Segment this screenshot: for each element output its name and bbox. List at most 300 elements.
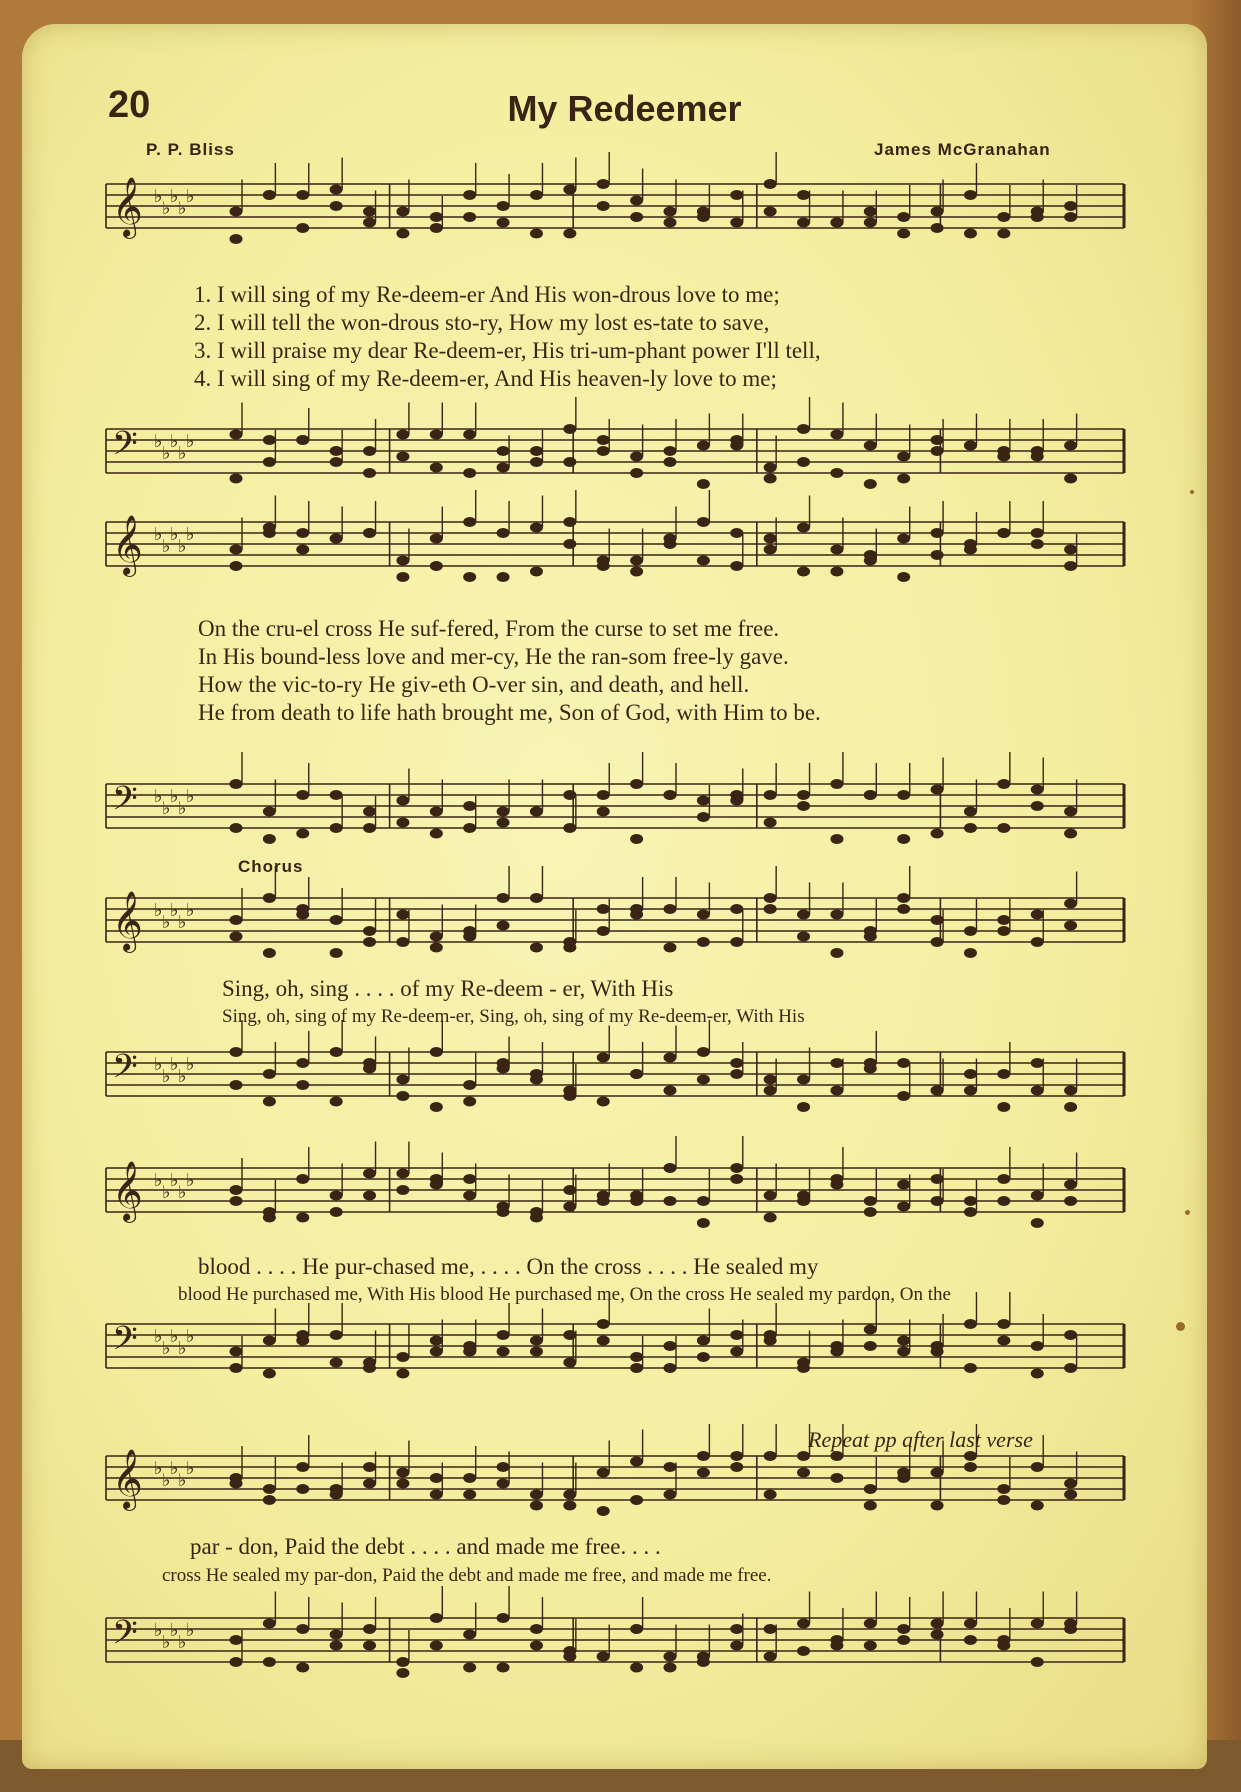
note-head <box>798 191 810 200</box>
note-head <box>364 807 376 816</box>
note-head <box>764 180 776 189</box>
note-head <box>831 949 843 958</box>
note-head <box>998 916 1010 925</box>
chorus-line-1-bass: Sing, oh, sing of my Re-deem-er, Sing, oh, sing of my Re-deem-er, With His <box>222 1006 805 1027</box>
note-head <box>831 835 843 844</box>
note-head <box>564 540 576 549</box>
note-head <box>731 938 743 947</box>
note-head <box>397 1186 409 1195</box>
note-head <box>931 938 943 947</box>
note-head <box>731 218 743 227</box>
note-head <box>798 1647 810 1656</box>
note-head <box>263 1336 275 1345</box>
note-head <box>764 894 776 903</box>
verse-1-line-b: On the cru-el cross He suf-fered, From the curse to set me free. <box>198 616 780 641</box>
note-head <box>1031 785 1043 794</box>
note-head <box>998 1641 1010 1650</box>
note-head <box>263 894 275 903</box>
note-head <box>631 469 643 478</box>
note-head <box>564 1652 576 1661</box>
bass-clef-icon: 𝄢 <box>112 1048 138 1094</box>
note-head <box>297 829 309 838</box>
note-head <box>230 824 242 833</box>
note-head <box>497 218 509 227</box>
hymn-title: My Redeemer <box>507 88 742 129</box>
note-head <box>731 1463 743 1472</box>
flat-icon: ♭ <box>162 198 171 218</box>
note-head <box>664 207 676 216</box>
note-head <box>397 1468 409 1477</box>
note-head <box>1031 1086 1043 1095</box>
note-head <box>764 905 776 914</box>
note-head <box>1065 213 1077 222</box>
note-head <box>230 474 242 483</box>
note-head <box>1031 1463 1043 1472</box>
note-head <box>230 1048 242 1057</box>
note-head <box>364 1191 376 1200</box>
note-head <box>230 1347 242 1356</box>
note-head <box>697 1468 709 1477</box>
note-head <box>697 1219 709 1228</box>
note-head <box>497 1347 509 1356</box>
flat-icon: ♭ <box>154 186 163 206</box>
note-head <box>631 1191 643 1200</box>
note-head <box>798 932 810 941</box>
note-head <box>631 835 643 844</box>
flat-icon: ♭ <box>178 1470 187 1490</box>
note-head <box>664 791 676 800</box>
note-head <box>664 1364 676 1373</box>
note-head <box>731 1331 743 1340</box>
note-head <box>564 1186 576 1195</box>
flat-icon: ♭ <box>178 536 187 556</box>
flat-icon: ♭ <box>170 900 179 920</box>
note-head <box>230 1364 242 1373</box>
note-head <box>1031 1219 1043 1228</box>
note-head <box>831 1086 843 1095</box>
note-head <box>464 469 476 478</box>
note-head <box>898 1059 910 1068</box>
note-head <box>263 1097 275 1106</box>
flat-icon: ♭ <box>162 1182 171 1202</box>
note-head <box>998 1070 1010 1079</box>
note-head <box>998 529 1010 538</box>
note-head <box>597 1507 609 1516</box>
note-head <box>664 1490 676 1499</box>
note-head <box>898 573 910 582</box>
note-head <box>430 1336 442 1345</box>
note-head <box>597 436 609 445</box>
note-head <box>1031 529 1043 538</box>
note-head <box>263 1619 275 1628</box>
note-head <box>931 529 943 538</box>
note-head <box>230 207 242 216</box>
note-head <box>297 1625 309 1634</box>
note-head <box>330 534 342 543</box>
note-head <box>1065 1086 1077 1095</box>
note-head <box>764 1652 776 1661</box>
note-head <box>998 1197 1010 1206</box>
note-head <box>230 1658 242 1667</box>
note-head <box>564 943 576 952</box>
note-head <box>798 1191 810 1200</box>
note-head <box>631 556 643 565</box>
note-head <box>497 529 509 538</box>
note-head <box>964 545 976 554</box>
note-head <box>230 916 242 925</box>
note-head <box>464 518 476 527</box>
note-head <box>430 932 442 941</box>
note-head <box>497 1614 509 1623</box>
note-head <box>631 780 643 789</box>
flat-icon: ♭ <box>154 1170 163 1190</box>
note-head <box>931 436 943 445</box>
note-head <box>497 463 509 472</box>
bass-clef-icon: 𝄢 <box>112 780 138 826</box>
note-head <box>263 1485 275 1494</box>
chorus-line-3-soprano: par - don, Paid the debt . . . . and made me free. . . . <box>190 1534 661 1559</box>
note-head <box>664 1197 676 1206</box>
note-head <box>530 1501 542 1510</box>
note-head <box>898 1180 910 1189</box>
note-head <box>430 224 442 233</box>
note-head <box>731 1070 743 1079</box>
note-head <box>497 894 509 903</box>
note-head <box>831 567 843 576</box>
note-head <box>497 1208 509 1217</box>
flat-icon: ♭ <box>162 1470 171 1490</box>
note-head <box>297 1463 309 1472</box>
note-head <box>931 916 943 925</box>
note-head <box>664 1164 676 1173</box>
note-head <box>697 910 709 919</box>
note-head <box>597 927 609 936</box>
note-head <box>864 1064 876 1073</box>
note-head <box>1031 452 1043 461</box>
note-head <box>564 1086 576 1095</box>
note-head <box>330 185 342 194</box>
note-head <box>597 1197 609 1206</box>
note-head <box>898 1347 910 1356</box>
flat-icon: ♭ <box>170 1326 179 1346</box>
note-head <box>1031 1369 1043 1378</box>
note-head <box>931 1468 943 1477</box>
note-head <box>597 905 609 914</box>
note-head <box>731 1641 743 1650</box>
flat-icon: ♭ <box>162 1632 171 1652</box>
flat-icon: ♭ <box>186 1458 195 1478</box>
note-head <box>397 229 409 238</box>
flat-icon: ♭ <box>186 900 195 920</box>
note-head <box>964 1320 976 1329</box>
note-head <box>597 807 609 816</box>
note-head <box>530 1336 542 1345</box>
note-head <box>564 791 576 800</box>
note-head <box>1065 1197 1077 1206</box>
note-head <box>263 949 275 958</box>
note-head <box>998 1175 1010 1184</box>
note-head <box>230 562 242 571</box>
flat-icon: ♭ <box>162 536 171 556</box>
note-head <box>297 191 309 200</box>
note-head <box>664 218 676 227</box>
note-head <box>664 943 676 952</box>
note-head <box>430 1614 442 1623</box>
flat-icon: ♭ <box>154 524 163 544</box>
note-head <box>1065 1364 1077 1373</box>
note-head <box>764 1086 776 1095</box>
note-head <box>597 791 609 800</box>
note-head <box>397 796 409 805</box>
note-head <box>530 229 542 238</box>
note-head <box>831 545 843 554</box>
note-head <box>697 480 709 489</box>
note-head <box>430 1347 442 1356</box>
flat-icon: ♭ <box>170 786 179 806</box>
note-head <box>364 469 376 478</box>
note-head <box>330 1208 342 1217</box>
note-head <box>330 1191 342 1200</box>
note-head <box>1065 1490 1077 1499</box>
note-head <box>664 458 676 467</box>
note-head <box>397 430 409 439</box>
note-head <box>530 567 542 576</box>
note-head <box>798 567 810 576</box>
note-head <box>464 1191 476 1200</box>
note-head <box>931 207 943 216</box>
note-head <box>831 910 843 919</box>
note-head <box>964 807 976 816</box>
note-head <box>330 1048 342 1057</box>
note-head <box>263 807 275 816</box>
flat-icon: ♭ <box>170 1620 179 1640</box>
note-head <box>964 1636 976 1645</box>
note-head <box>898 474 910 483</box>
note-head <box>430 1103 442 1112</box>
note-head <box>530 1213 542 1222</box>
verse-1-line-a: 1. I will sing of my Re-deem-er And His won-drous love to me; <box>194 282 780 307</box>
note-head <box>1031 1619 1043 1628</box>
note-head <box>364 447 376 456</box>
note-head <box>297 224 309 233</box>
note-head <box>764 1452 776 1461</box>
flat-icon: ♭ <box>170 524 179 544</box>
note-head <box>497 1479 509 1488</box>
note-head <box>731 1175 743 1184</box>
note-head <box>263 191 275 200</box>
note-head <box>898 452 910 461</box>
note-head <box>530 1075 542 1084</box>
note-head <box>230 780 242 789</box>
note-head <box>631 1457 643 1466</box>
note-head <box>564 518 576 527</box>
note-head <box>464 1175 476 1184</box>
note-head <box>898 835 910 844</box>
note-head <box>263 1496 275 1505</box>
note-head <box>898 1092 910 1101</box>
note-head <box>597 1468 609 1477</box>
note-head <box>631 1364 643 1373</box>
note-head <box>664 1086 676 1095</box>
verse-4-line-a: 4. I will sing of my Re-deem-er, And His heaven-ly love to me; <box>194 366 777 391</box>
note-head <box>964 1463 976 1472</box>
note-head <box>263 1658 275 1667</box>
note-head <box>397 1658 409 1667</box>
note-head <box>864 480 876 489</box>
note-head <box>464 1474 476 1483</box>
note-head <box>831 218 843 227</box>
flat-icon: ♭ <box>162 443 171 463</box>
flat-icon: ♭ <box>154 1054 163 1074</box>
note-head <box>998 1103 1010 1112</box>
note-head <box>230 1197 242 1206</box>
note-head <box>230 1186 242 1195</box>
note-head <box>964 1197 976 1206</box>
note-head <box>631 1070 643 1079</box>
flat-icon: ♭ <box>186 524 195 544</box>
note-head <box>297 791 309 800</box>
note-head <box>964 229 976 238</box>
chorus-label: Chorus <box>238 857 304 876</box>
note-head <box>898 1636 910 1645</box>
note-head <box>297 1336 309 1345</box>
flat-icon: ♭ <box>154 1326 163 1346</box>
flat-icon: ♭ <box>170 1458 179 1478</box>
note-head <box>464 573 476 582</box>
note-head <box>364 1641 376 1650</box>
note-head <box>597 1652 609 1661</box>
note-head <box>864 1197 876 1206</box>
note-head <box>798 1468 810 1477</box>
note-head <box>397 1669 409 1678</box>
flat-icon: ♭ <box>154 431 163 451</box>
note-head <box>1031 540 1043 549</box>
note-head <box>631 452 643 461</box>
note-head <box>631 1353 643 1362</box>
note-head <box>931 785 943 794</box>
note-head <box>464 927 476 936</box>
note-head <box>430 1474 442 1483</box>
note-head <box>697 796 709 805</box>
note-head <box>364 1463 376 1472</box>
note-head <box>497 447 509 456</box>
note-head <box>330 458 342 467</box>
note-head <box>664 447 676 456</box>
flat-icon: ♭ <box>178 1338 187 1358</box>
note-head <box>564 425 576 434</box>
note-head <box>330 1358 342 1367</box>
note-head <box>731 1452 743 1461</box>
note-head <box>1065 1331 1077 1340</box>
note-head <box>464 430 476 439</box>
note-head <box>964 1364 976 1373</box>
note-head <box>764 791 776 800</box>
note-head <box>731 791 743 800</box>
treble-clef-icon: 𝄞 <box>112 515 143 575</box>
note-head <box>564 1331 576 1340</box>
note-head <box>1065 441 1077 450</box>
note-head <box>430 1048 442 1057</box>
note-head <box>564 185 576 194</box>
note-head <box>464 191 476 200</box>
note-head <box>664 1053 676 1062</box>
note-head <box>697 1048 709 1057</box>
note-head <box>764 474 776 483</box>
note-head <box>964 949 976 958</box>
note-head <box>397 1479 409 1488</box>
note-head <box>998 824 1010 833</box>
note-head <box>1031 1501 1043 1510</box>
note-head <box>664 1463 676 1472</box>
note-head <box>297 529 309 538</box>
note-head <box>697 1353 709 1362</box>
note-head <box>564 1202 576 1211</box>
note-head <box>931 1175 943 1184</box>
note-head <box>497 1059 509 1068</box>
treble-clef-icon: 𝄞 <box>112 891 143 951</box>
note-head <box>631 910 643 919</box>
note-head <box>764 207 776 216</box>
note-head <box>764 1625 776 1634</box>
note-head <box>1031 1059 1043 1068</box>
flat-icon: ♭ <box>162 912 171 932</box>
note-head <box>364 529 376 538</box>
note-head <box>530 1347 542 1356</box>
note-head <box>397 1169 409 1178</box>
note-head <box>1031 802 1043 811</box>
note-head <box>497 818 509 827</box>
note-head <box>764 818 776 827</box>
note-head <box>697 813 709 822</box>
note-head <box>597 447 609 456</box>
note-head <box>263 436 275 445</box>
note-head <box>464 802 476 811</box>
note-head <box>731 905 743 914</box>
note-head <box>831 1474 843 1483</box>
note-head <box>297 1175 309 1184</box>
note-head <box>664 1342 676 1351</box>
note-head <box>697 1452 709 1461</box>
note-head <box>697 518 709 527</box>
note-head <box>964 191 976 200</box>
note-head <box>864 1342 876 1351</box>
flat-icon: ♭ <box>154 900 163 920</box>
note-head <box>964 1619 976 1628</box>
note-head <box>931 224 943 233</box>
note-head <box>597 202 609 211</box>
note-head <box>1065 921 1077 930</box>
note-head <box>764 1490 776 1499</box>
note-head <box>597 180 609 189</box>
note-head <box>664 905 676 914</box>
note-head <box>898 905 910 914</box>
note-head <box>430 534 442 543</box>
note-head <box>831 430 843 439</box>
note-head <box>564 1358 576 1367</box>
note-head <box>1065 474 1077 483</box>
note-head <box>798 218 810 227</box>
note-head <box>798 791 810 800</box>
note-head <box>1065 562 1077 571</box>
note-head <box>798 1075 810 1084</box>
note-head <box>530 807 542 816</box>
note-head <box>430 1641 442 1650</box>
note-head <box>931 1619 943 1628</box>
note-head <box>631 213 643 222</box>
note-head <box>1065 1479 1077 1488</box>
note-head <box>898 1625 910 1634</box>
note-head <box>464 1342 476 1351</box>
